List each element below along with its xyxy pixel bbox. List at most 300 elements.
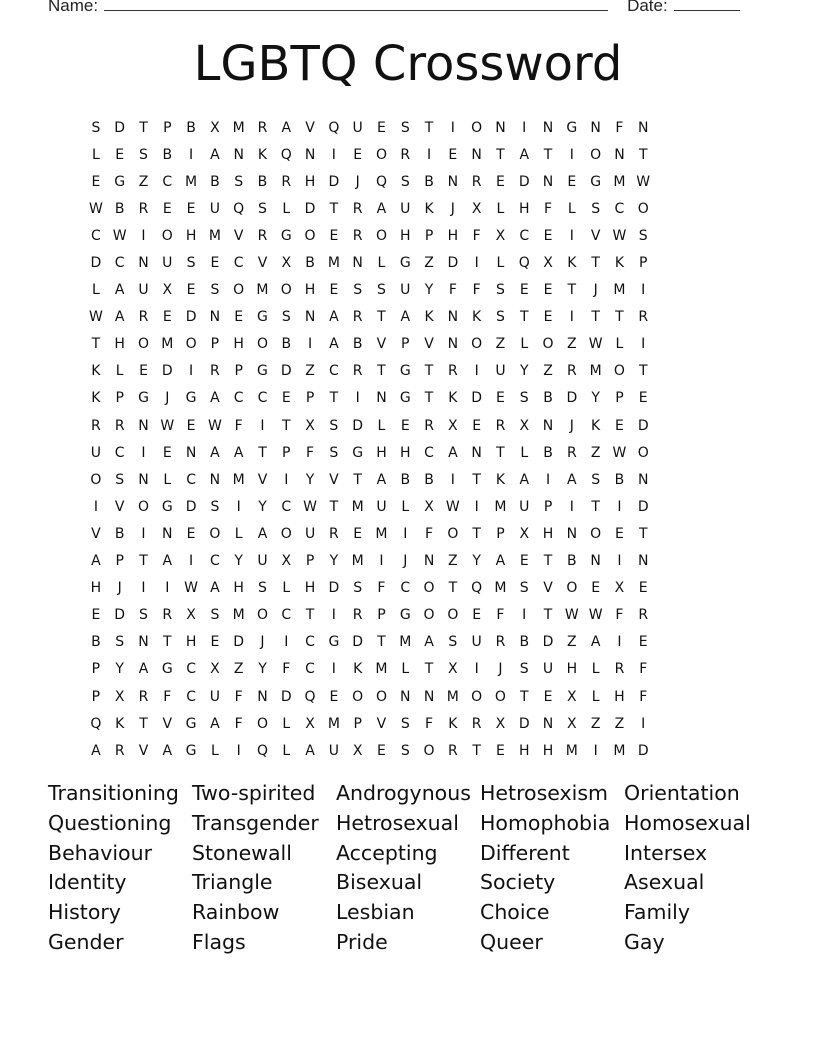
grid-letter[interactable]: W [303,498,317,515]
grid-letter[interactable]: R [638,607,649,624]
grid-letter[interactable]: L [591,661,600,678]
grid-letter[interactable]: E [567,173,577,190]
grid-letter[interactable]: R [471,715,482,732]
grid-letter[interactable]: M [613,173,626,190]
grid-letter[interactable]: P [401,336,410,353]
grid-letter[interactable]: G [399,255,411,272]
grid-letter[interactable]: P [91,688,101,705]
grid-letter[interactable]: S [519,390,529,407]
grid-letter[interactable]: I [236,498,241,515]
grid-letter[interactable]: B [543,444,553,461]
grid-letter[interactable]: W [88,309,103,326]
grid-letter[interactable]: K [91,363,101,380]
grid-letter[interactable]: N [495,119,506,136]
grid-letter[interactable]: L [591,688,600,705]
grid-letter[interactable]: D [352,417,364,434]
grid-letter[interactable]: T [496,146,505,163]
grid-letter[interactable]: J [593,282,598,299]
grid-letter[interactable]: Z [424,255,434,272]
grid-letter[interactable]: F [425,715,434,732]
grid-letter[interactable]: I [569,146,574,163]
grid-letter[interactable]: H [614,688,625,705]
grid-letter[interactable]: L [567,200,576,217]
grid-letter[interactable]: W [612,444,627,461]
grid-letter[interactable]: X [281,553,292,570]
grid-letter[interactable]: W [88,200,103,217]
grid-letter[interactable]: R [495,417,506,434]
grid-letter[interactable]: C [233,255,244,272]
grid-letter[interactable]: S [139,146,148,163]
grid-letter[interactable]: M [494,498,507,515]
grid-letter[interactable]: R [638,309,649,326]
grid-letter[interactable]: O [256,607,268,624]
grid-letter[interactable]: Y [258,661,267,678]
grid-letter[interactable]: D [185,498,197,515]
grid-letter[interactable]: M [375,525,388,542]
grid-letter[interactable]: H [542,525,554,542]
grid-letter[interactable]: A [495,553,506,570]
grid-letter[interactable]: P [115,553,124,570]
grid-letter[interactable]: R [114,417,125,434]
grid-letter[interactable]: X [495,715,506,732]
grid-letter[interactable]: T [424,661,434,678]
grid-letter[interactable]: E [234,309,244,326]
grid-letter[interactable]: E [496,390,505,407]
grid-letter[interactable]: I [141,227,146,244]
grid-letter[interactable]: T [258,444,267,461]
grid-letter[interactable]: I [450,119,455,136]
grid-letter[interactable]: H [90,580,102,597]
grid-letter[interactable]: U [400,200,411,217]
grid-letter[interactable]: B [114,525,125,542]
grid-letter[interactable]: F [639,688,648,705]
grid-letter[interactable]: T [139,715,148,732]
grid-letter[interactable]: V [329,471,339,488]
grid-letter[interactable]: T [353,471,362,488]
grid-letter[interactable]: G [280,227,292,244]
grid-letter[interactable]: P [305,553,315,570]
grid-letter[interactable]: S [400,742,410,759]
grid-letter[interactable]: T [305,607,315,624]
grid-letter[interactable]: W [184,580,198,597]
grid-letter[interactable]: A [305,742,315,759]
grid-letter[interactable]: G [185,390,197,407]
grid-letter[interactable]: I [141,525,146,542]
grid-letter[interactable]: H [304,282,316,299]
grid-letter[interactable]: A [210,715,220,732]
grid-letter[interactable]: N [304,146,316,163]
grid-letter[interactable]: N [423,688,435,705]
grid-letter[interactable]: R [614,661,625,678]
grid-letter[interactable]: T [543,553,553,570]
grid-letter[interactable]: Y [115,661,124,678]
grid-letter[interactable]: B [567,553,577,570]
grid-letter[interactable]: M [565,742,578,759]
grid-letter[interactable]: R [257,227,268,244]
grid-letter[interactable]: G [590,173,602,190]
grid-letter[interactable]: H [233,336,244,353]
grid-letter[interactable]: I [641,282,646,299]
grid-letter[interactable]: A [590,634,601,651]
grid-letter[interactable]: U [162,255,173,272]
grid-letter[interactable]: T [139,119,148,136]
grid-letter[interactable]: A [233,444,244,461]
grid-letter[interactable]: U [400,282,411,299]
grid-letter[interactable]: E [281,390,291,407]
grid-letter[interactable]: N [138,255,149,272]
grid-letter[interactable]: B [519,634,530,651]
grid-letter[interactable]: X [448,417,458,434]
grid-letter[interactable]: I [165,580,170,597]
grid-letter[interactable]: O [423,607,435,624]
grid-letter[interactable]: S [591,200,601,217]
grid-letter[interactable]: T [543,146,553,163]
grid-letter[interactable]: E [519,553,529,570]
grid-letter[interactable]: M [161,336,174,353]
grid-letter[interactable]: R [138,309,149,326]
grid-letter[interactable]: T [424,390,434,407]
grid-letter[interactable]: T [496,444,505,461]
grid-letter[interactable]: T [472,471,481,488]
grid-letter[interactable]: A [91,742,101,759]
grid-letter[interactable]: N [209,309,221,326]
grid-letter[interactable]: W [112,227,127,244]
grid-letter[interactable]: D [114,607,126,624]
grid-letter[interactable]: C [400,580,411,597]
grid-letter[interactable]: Y [234,553,243,570]
grid-letter[interactable]: M [613,742,626,759]
grid-letter[interactable]: L [163,471,172,488]
grid-letter[interactable]: B [424,471,434,488]
grid-letter[interactable]: E [543,227,553,244]
grid-letter[interactable]: P [163,119,172,136]
grid-letter[interactable]: V [376,715,387,732]
grid-letter[interactable]: X [210,661,220,678]
grid-letter[interactable]: X [210,119,220,136]
grid-letter[interactable]: W [207,417,222,434]
grid-letter[interactable]: L [282,200,291,217]
grid-letter[interactable]: H [304,173,316,190]
grid-letter[interactable]: B [281,336,292,353]
grid-letter[interactable]: A [376,200,387,217]
grid-letter[interactable]: N [590,553,601,570]
grid-letter[interactable]: I [308,336,313,353]
grid-letter[interactable]: O [352,688,364,705]
grid-letter[interactable]: T [519,688,529,705]
grid-letter[interactable]: U [352,119,363,136]
grid-letter[interactable]: U [257,553,268,570]
grid-letter[interactable]: C [162,173,173,190]
grid-letter[interactable]: K [448,715,458,732]
grid-letter[interactable]: E [519,282,529,299]
grid-letter[interactable]: Z [614,715,625,732]
grid-letter[interactable]: E [210,634,220,651]
grid-letter[interactable]: E [186,417,196,434]
grid-letter[interactable]: R [566,444,577,461]
grid-letter[interactable]: M [375,661,388,678]
grid-letter[interactable]: N [376,390,387,407]
grid-letter[interactable]: G [257,309,268,326]
grid-letter[interactable]: L [520,444,529,461]
grid-letter[interactable]: T [377,363,386,380]
grid-letter[interactable]: S [377,282,386,299]
grid-letter[interactable]: S [234,173,244,190]
grid-letter[interactable]: G [257,363,268,380]
grid-letter[interactable]: Z [495,336,506,353]
grid-letter[interactable]: R [352,200,363,217]
grid-letter[interactable]: T [638,525,648,542]
grid-letter[interactable]: H [566,661,578,678]
grid-letter[interactable]: R [400,146,411,163]
grid-letter[interactable]: V [233,227,244,244]
grid-letter[interactable]: W [588,336,603,353]
grid-letter[interactable]: K [567,255,577,272]
grid-letter[interactable]: N [637,119,649,136]
grid-letter[interactable]: G [114,173,126,190]
grid-letter[interactable]: N [185,444,197,461]
grid-letter[interactable]: Q [233,200,245,217]
grid-letter[interactable]: A [162,553,173,570]
grid-letter[interactable]: P [639,255,648,272]
grid-letter[interactable]: I [141,580,146,597]
grid-letter[interactable]: P [377,607,386,624]
grid-letter[interactable]: C [519,227,530,244]
grid-letter[interactable]: J [498,661,503,678]
grid-letter[interactable]: R [138,200,149,217]
grid-letter[interactable]: T [329,390,339,407]
grid-letter[interactable]: U [209,200,220,217]
grid-letter[interactable]: R [210,363,220,380]
grid-letter[interactable]: Q [471,580,483,597]
grid-letter[interactable]: A [210,146,220,163]
grid-letter[interactable]: H [185,227,197,244]
grid-letter[interactable]: H [304,580,316,597]
grid-letter[interactable]: L [91,282,100,299]
grid-letter[interactable]: J [569,417,574,434]
grid-letter[interactable]: D [185,309,197,326]
grid-letter[interactable]: O [137,498,149,515]
grid-letter[interactable]: E [353,146,363,163]
grid-letter[interactable]: M [589,363,602,380]
grid-letter[interactable]: E [139,363,148,380]
grid-letter[interactable]: V [305,119,315,136]
grid-letter[interactable]: A [329,309,339,326]
grid-letter[interactable]: I [474,661,479,678]
grid-letter[interactable]: I [593,742,598,759]
grid-letter[interactable]: S [210,498,220,515]
grid-letter[interactable]: G [161,661,173,678]
grid-letter[interactable]: Z [590,444,601,461]
grid-letter[interactable]: E [543,688,553,705]
grid-letter[interactable]: X [519,525,530,542]
grid-letter[interactable]: I [189,553,194,570]
grid-letter[interactable]: G [566,119,578,136]
grid-letter[interactable]: M [185,173,198,190]
grid-letter[interactable]: X [305,417,315,434]
grid-letter[interactable]: O [494,688,506,705]
grid-letter[interactable]: N [637,553,649,570]
grid-letter[interactable]: P [115,390,124,407]
grid-letter[interactable]: S [496,309,505,326]
grid-letter[interactable]: N [400,688,411,705]
grid-letter[interactable]: I [284,471,289,488]
grid-letter[interactable]: O [304,227,316,244]
grid-letter[interactable]: C [233,390,244,407]
grid-letter[interactable]: M [327,715,340,732]
grid-letter[interactable]: I [331,146,336,163]
grid-letter[interactable]: L [401,661,410,678]
grid-letter[interactable]: I [236,742,241,759]
grid-letter[interactable]: Z [567,634,577,651]
grid-letter[interactable]: R [91,417,101,434]
grid-letter[interactable]: U [138,282,149,299]
grid-letter[interactable]: B [305,255,315,272]
grid-letter[interactable]: E [377,742,386,759]
grid-letter[interactable]: P [282,444,291,461]
grid-letter[interactable]: U [471,634,482,651]
grid-letter[interactable]: N [352,255,363,272]
grid-letter[interactable]: E [329,282,339,299]
grid-letter[interactable]: C [91,227,101,244]
grid-letter[interactable]: M [208,227,221,244]
grid-letter[interactable]: R [114,742,125,759]
grid-letter[interactable]: Z [448,553,458,570]
grid-letter[interactable]: O [209,525,221,542]
grid-letter[interactable]: E [448,146,458,163]
grid-letter[interactable]: T [281,417,291,434]
grid-letter[interactable]: C [424,444,434,461]
grid-letter[interactable]: O [375,227,387,244]
grid-letter[interactable]: L [91,146,100,163]
grid-letter[interactable]: I [355,390,360,407]
grid-letter[interactable]: R [352,309,363,326]
grid-letter[interactable]: C [114,255,125,272]
grid-letter[interactable]: M [446,688,459,705]
grid-letter[interactable]: P [615,390,624,407]
grid-letter[interactable]: O [637,444,649,461]
grid-letter[interactable]: L [282,715,291,732]
grid-letter[interactable]: D [637,417,649,434]
grid-letter[interactable]: B [186,119,196,136]
grid-letter[interactable]: I [474,363,479,380]
grid-letter[interactable]: N [138,417,149,434]
grid-letter[interactable]: B [614,471,625,488]
grid-letter[interactable]: Y [472,553,481,570]
grid-letter[interactable]: W [445,498,460,515]
grid-letter[interactable]: P [496,525,505,542]
grid-letter[interactable]: M [232,119,245,136]
grid-letter[interactable]: I [93,498,98,515]
grid-letter[interactable]: A [567,471,577,488]
grid-letter[interactable]: S [496,282,505,299]
grid-letter[interactable]: E [329,227,339,244]
grid-letter[interactable]: Q [256,742,268,759]
grid-letter[interactable]: A [448,444,458,461]
grid-letter[interactable]: D [637,742,649,759]
grid-letter[interactable]: E [186,282,196,299]
grid-letter[interactable]: A [519,471,530,488]
grid-letter[interactable]: T [591,309,600,326]
grid-letter[interactable]: O [637,200,649,217]
grid-letter[interactable]: N [471,444,482,461]
grid-letter[interactable]: I [331,661,336,678]
grid-letter[interactable]: P [424,227,434,244]
grid-letter[interactable]: I [284,634,289,651]
grid-letter[interactable]: S [115,634,125,651]
grid-letter[interactable]: O [280,282,292,299]
grid-letter[interactable]: F [544,200,553,217]
grid-letter[interactable]: N [447,336,459,353]
grid-letter[interactable]: D [90,255,102,272]
grid-letter[interactable]: C [305,634,315,651]
grid-letter[interactable]: E [329,688,339,705]
grid-letter[interactable]: T [591,255,600,272]
grid-letter[interactable]: E [615,417,624,434]
grid-letter[interactable]: N [471,146,482,163]
grid-letter[interactable]: V [162,715,173,732]
grid-letter[interactable]: M [232,607,245,624]
grid-letter[interactable]: H [376,444,387,461]
grid-letter[interactable]: O [233,282,245,299]
grid-letter[interactable]: Z [233,661,244,678]
grid-letter[interactable]: B [162,146,173,163]
grid-letter[interactable]: D [280,363,292,380]
grid-letter[interactable]: Q [518,255,530,272]
grid-letter[interactable]: C [209,553,220,570]
grid-letter[interactable]: F [282,661,291,678]
grid-letter[interactable]: Y [258,498,267,515]
grid-letter[interactable]: L [401,498,410,515]
grid-letter[interactable]: D [637,498,649,515]
grid-letter[interactable]: O [613,363,625,380]
grid-letter[interactable]: R [447,363,458,380]
grid-letter[interactable]: Z [138,173,149,190]
grid-letter[interactable]: E [496,742,505,759]
grid-letter[interactable]: F [496,607,505,624]
grid-letter[interactable]: I [569,227,574,244]
grid-letter[interactable]: B [424,173,434,190]
grid-letter[interactable]: E [162,200,172,217]
grid-letter[interactable]: I [474,498,479,515]
grid-letter[interactable]: X [305,715,315,732]
grid-letter[interactable]: Z [590,715,601,732]
grid-letter[interactable]: G [399,363,411,380]
grid-letter[interactable]: V [114,498,125,515]
grid-letter[interactable]: J [403,553,408,570]
grid-letter[interactable]: M [256,282,269,299]
grid-letter[interactable]: Y [305,471,315,488]
grid-letter[interactable]: K [115,715,125,732]
grid-letter[interactable]: T [638,363,648,380]
grid-letter[interactable]: S [281,309,291,326]
grid-letter[interactable]: K [591,417,601,434]
grid-letter[interactable]: J [450,200,455,217]
grid-letter[interactable]: G [399,390,411,407]
grid-letter[interactable]: Y [424,282,434,299]
grid-letter[interactable]: N [590,119,601,136]
grid-letter[interactable]: C [257,390,268,407]
grid-letter[interactable]: X [567,715,577,732]
grid-letter[interactable]: B [114,200,125,217]
grid-letter[interactable]: E [496,173,505,190]
grid-letter[interactable]: D [161,363,173,380]
grid-letter[interactable]: L [377,255,386,272]
grid-letter[interactable]: L [377,417,386,434]
grid-letter[interactable]: Y [591,390,600,407]
grid-letter[interactable]: H [233,580,244,597]
grid-letter[interactable]: P [305,390,315,407]
grid-letter[interactable]: L [496,255,505,272]
